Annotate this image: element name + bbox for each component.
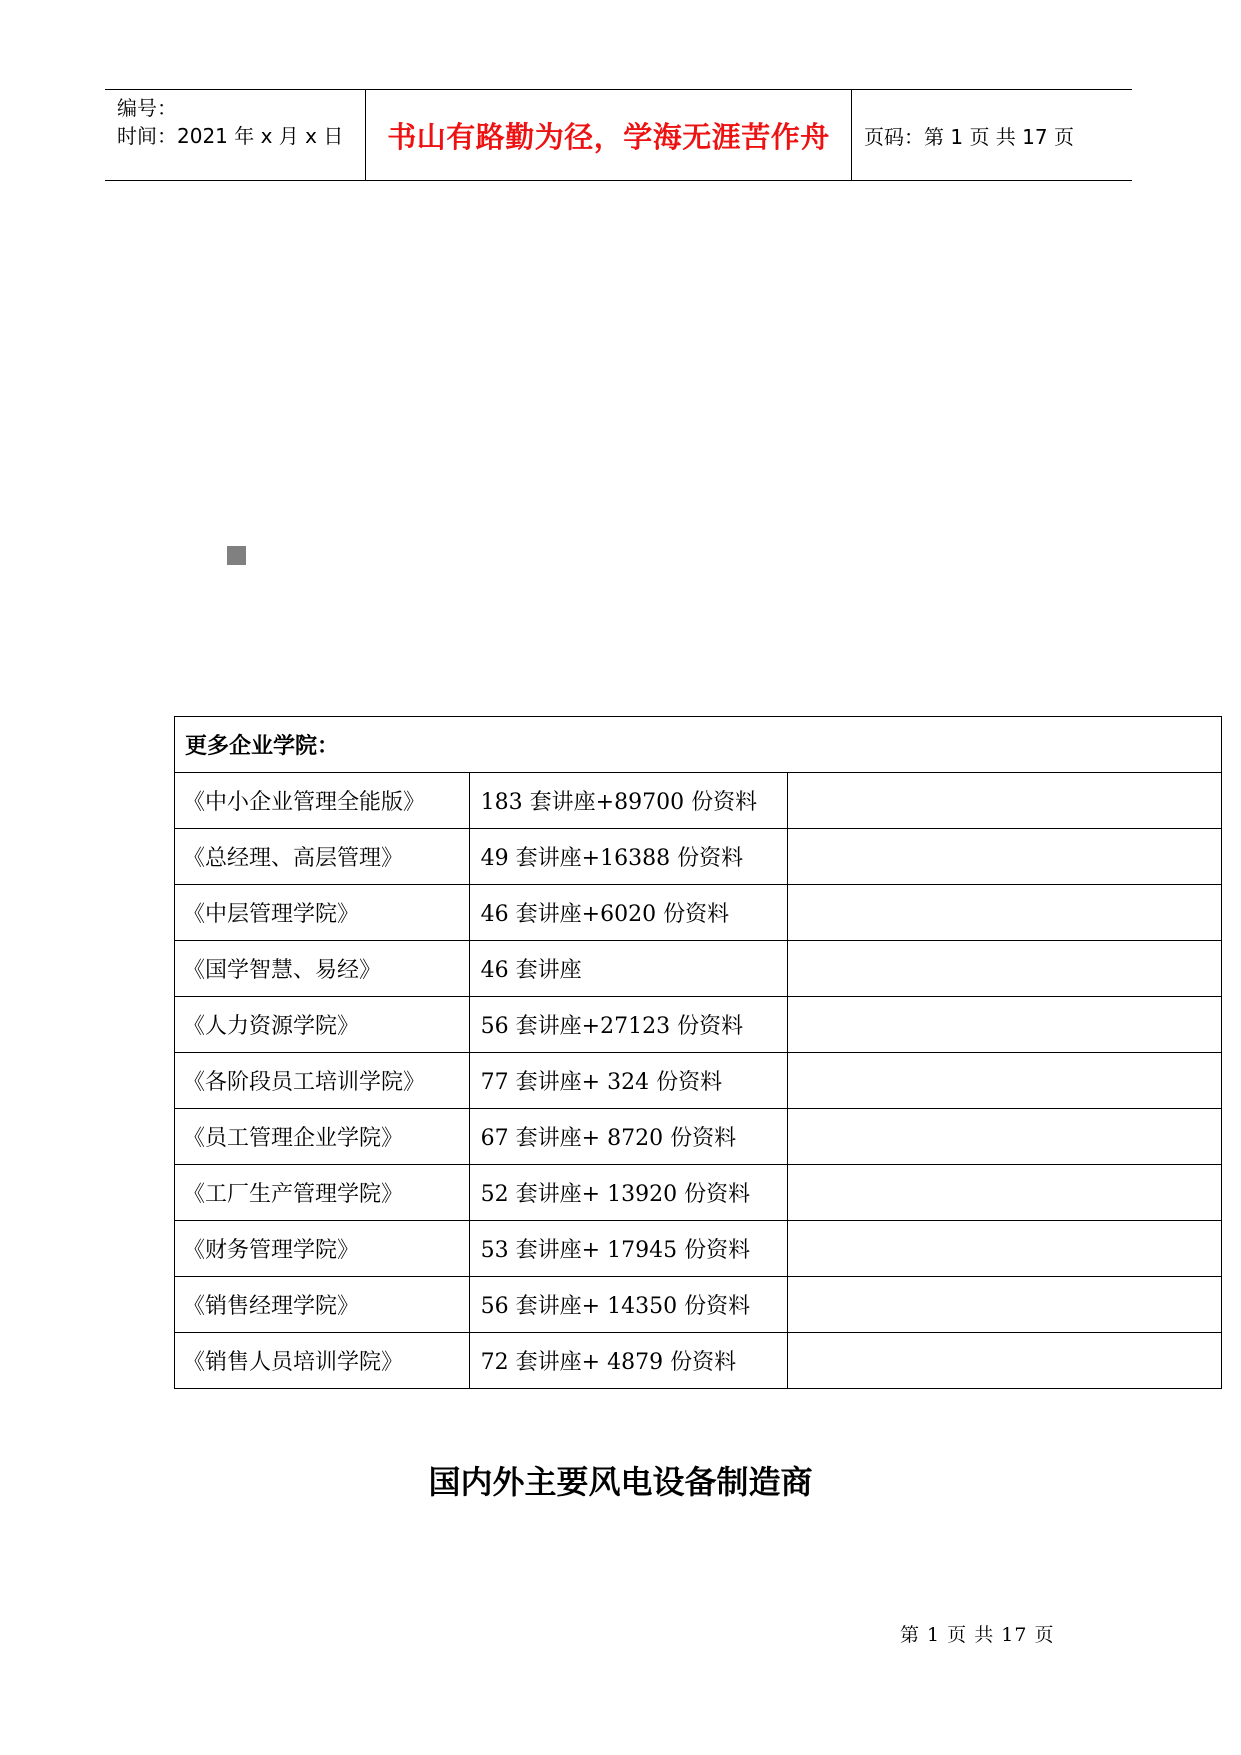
academy-empty-cell xyxy=(787,773,1221,829)
academy-name-cell: 《员工管理企业学院》 xyxy=(175,1109,470,1165)
academy-detail-cell: 67 套讲座+ 8720 份资料 xyxy=(469,1109,787,1165)
page-number-cell xyxy=(852,90,1132,180)
academy-detail-cell: 183 套讲座+89700 份资料 xyxy=(469,773,787,829)
academy-row xyxy=(175,1277,1222,1333)
academy-name-cell: 《总经理、高层管理》 xyxy=(175,829,470,885)
academy-detail-cell: 77 套讲座+ 324 份资料 xyxy=(469,1053,787,1109)
academy-row xyxy=(175,1165,1222,1221)
academy-detail-cell: 46 套讲座 xyxy=(469,941,787,997)
motto-text: 书山有路勤为径，学海无涯苦作舟 xyxy=(387,119,830,154)
number-label: 编号： xyxy=(117,96,177,120)
academy-name-cell: 《财务管理学院》 xyxy=(175,1221,470,1277)
academy-detail-cell: 52 套讲座+ 13920 份资料 xyxy=(469,1165,787,1221)
academy-row xyxy=(175,1333,1222,1389)
academy-empty-cell xyxy=(787,829,1221,885)
academy-name-cell: 《中小企业管理全能版》 xyxy=(175,773,470,829)
page-footer: 第 1 页 共 17 页 xyxy=(900,1624,1055,1646)
gray-square-marker xyxy=(227,546,246,565)
academy-name-cell: 《工厂生产管理学院》 xyxy=(175,1165,470,1221)
academy-row xyxy=(175,1053,1222,1109)
page-label: 页码：第 1 页 共 17 页 xyxy=(864,124,1074,149)
academy-detail-cell: 53 套讲座+ 17945 份资料 xyxy=(469,1221,787,1277)
header-info-cell xyxy=(105,90,366,180)
academy-row xyxy=(175,885,1222,941)
academy-row xyxy=(175,941,1222,997)
academy-heading-row xyxy=(175,717,1222,773)
academy-heading: 更多企业学院： xyxy=(175,717,1222,773)
academy-name-cell: 《国学智慧、易经》 xyxy=(175,941,470,997)
motto-cell xyxy=(366,90,852,180)
academy-empty-cell xyxy=(787,941,1221,997)
academy-row xyxy=(175,997,1222,1053)
academy-name-cell: 《销售人员培训学院》 xyxy=(175,1333,470,1389)
academy-empty-cell xyxy=(787,997,1221,1053)
academy-empty-cell xyxy=(787,1221,1221,1277)
academy-detail-cell: 56 套讲座+27123 份资料 xyxy=(469,997,787,1053)
academy-detail-cell: 72 套讲座+ 4879 份资料 xyxy=(469,1333,787,1389)
time-label: 时间：2021 年 x 月 x 日 xyxy=(117,124,344,148)
academy-empty-cell xyxy=(787,1053,1221,1109)
academy-empty-cell xyxy=(787,1277,1221,1333)
academy-row xyxy=(175,1109,1222,1165)
academy-empty-cell xyxy=(787,885,1221,941)
academy-name-cell: 《人力资源学院》 xyxy=(175,997,470,1053)
academy-row xyxy=(175,829,1222,885)
academy-table xyxy=(174,716,1222,1389)
academy-empty-cell xyxy=(787,1109,1221,1165)
page-header xyxy=(105,89,1132,181)
academy-empty-cell xyxy=(787,1165,1221,1221)
academy-name-cell: 《中层管理学院》 xyxy=(175,885,470,941)
academy-empty-cell xyxy=(787,1333,1221,1389)
academy-name-cell: 《各阶段员工培训学院》 xyxy=(175,1053,470,1109)
academy-detail-cell: 46 套讲座+6020 份资料 xyxy=(469,885,787,941)
academy-row xyxy=(175,773,1222,829)
document-title: 国内外主要风电设备制造商 xyxy=(428,1463,813,1501)
academy-name-cell: 《销售经理学院》 xyxy=(175,1277,470,1333)
academy-detail-cell: 56 套讲座+ 14350 份资料 xyxy=(469,1277,787,1333)
academy-detail-cell: 49 套讲座+16388 份资料 xyxy=(469,829,787,885)
academy-row xyxy=(175,1221,1222,1277)
